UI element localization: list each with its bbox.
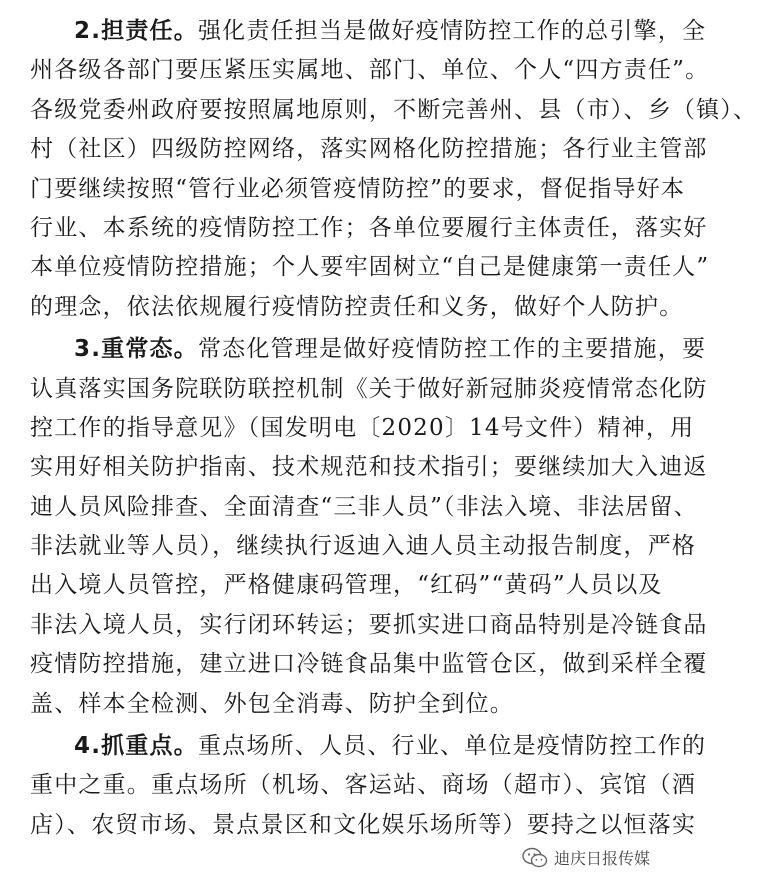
text-line: 控工作的指导意见》（国发明电〔2020〕14号文件）精神，用 — [30, 414, 695, 441]
text-line: 店）、农贸市场、景点景区和文化娱乐场所等）要持之以恒落实 — [30, 811, 697, 838]
text-line: 强化责任担当是做好疫情防控工作的总引擎，全 — [197, 18, 707, 44]
watermark-text: 迪庆日报传媒 — [553, 849, 650, 868]
text-line: 实用好相关防护指南、技术规范和技术指引；要继续加大入迪返 — [30, 454, 708, 481]
paragraph-heading: 2.担责任。 — [74, 18, 198, 44]
text-line: 认真落实国务院联防联控机制《关于做好新冠肺炎疫情常态化防 — [30, 375, 708, 402]
paragraph-heading: 3.重常态。 — [74, 336, 198, 363]
text-line: 非法就业等人员），继续执行返迪入迪人员主动报告制度，严格 — [30, 533, 697, 560]
text-line: 重中之重。重点场所（机场、客运站、商场（超市）、宾馆（酒 — [30, 772, 697, 799]
paragraph-heading: 4.抓重点。 — [74, 733, 198, 760]
text-line: 迪人员风险排查、全面清查“三非人员”（非法入境、非法居留、 — [30, 493, 698, 520]
wechat-icon — [522, 847, 548, 869]
text-line: 盖、样本全检测、外包全消毒、防护全到位。 — [30, 690, 514, 717]
paragraph-key-points — [30, 727, 707, 845]
article-body — [30, 12, 757, 845]
text-line: 疫情防控措施，建立进口冷链食品集中监管仓区，做到采样全覆 — [30, 651, 708, 678]
text-line: 非法入境人员，实行闭环转运；要抓实进口商品特别是冷链食品 — [30, 611, 708, 638]
text-line: 的理念，依法依规履行疫情防控责任和义务，做好个人防护。 — [30, 293, 684, 320]
paragraph-first-line — [30, 12, 707, 51]
paragraph-normalization — [30, 330, 708, 724]
paragraph-responsibility — [30, 12, 757, 327]
text-line: 本单位疫情防控措施；个人要牢固树立“自己是健康第一责任人” — [30, 254, 710, 281]
text-line: 村（社区）四级防控网络，落实网格化防控措施；各行业主管部 — [30, 136, 708, 163]
text-line: 出入境人员管控，严格健康码管理，“红码”“黄码”人员以及 — [30, 572, 663, 599]
paragraph-first-line — [30, 727, 707, 766]
text-line: 州各级各部门要压紧压实属地、部门、单位、个人“四方责任”。 — [30, 57, 710, 84]
text-line: 常态化管理是做好疫情防控工作的主要措施，要 — [197, 336, 707, 363]
text-line: 行业、本系统的疫情防控工作；各单位要履行主体责任，落实好 — [30, 214, 708, 241]
source-watermark — [518, 844, 654, 871]
text-line: 重点场所、人员、行业、单位是疫情防控工作的 — [197, 733, 707, 760]
paragraph-first-line — [30, 330, 707, 369]
text-line: 各级党委州政府要按照属地原则，不断完善州、县（市）、乡（镇）、 — [30, 96, 757, 123]
text-line: 门要继续按照“管行业必须管疫情防控”的要求，督促指导好本 — [30, 175, 686, 202]
